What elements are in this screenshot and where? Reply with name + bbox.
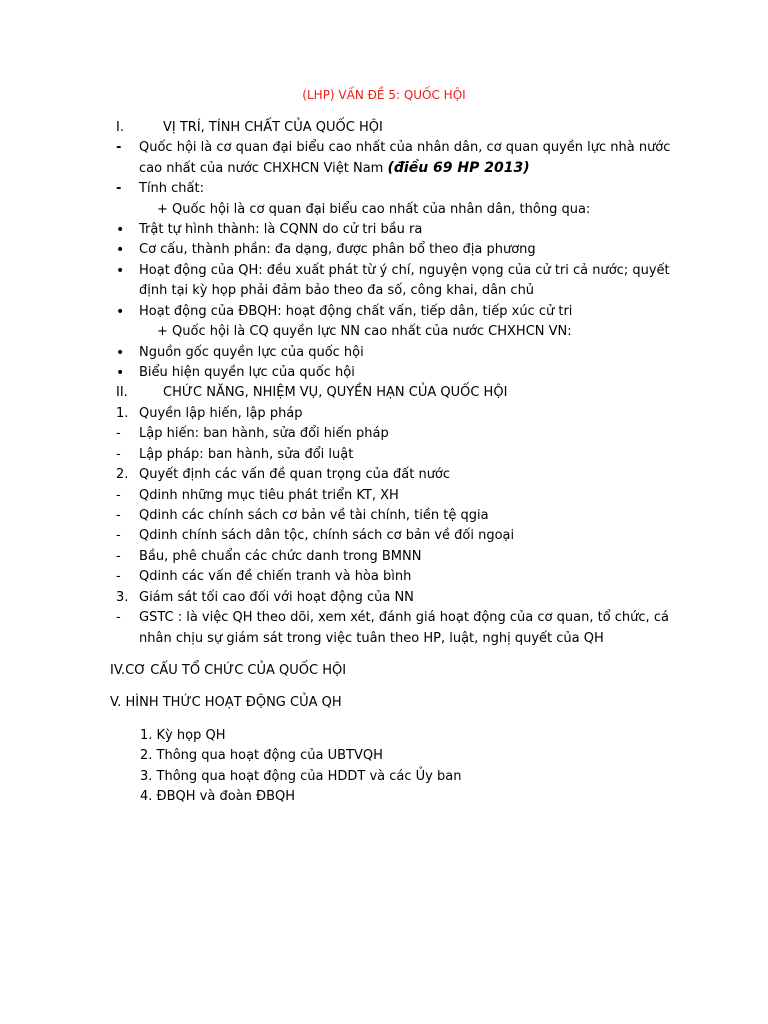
bullet-item-2: Cơ cấu, thành phần: đa dạng, được phân bổ theo địa phương	[139, 242, 536, 257]
numbered-marker: 2.	[116, 467, 129, 482]
plus-item-1: + Quốc hội là cơ quan đại biểu cao nhất của nhân dân, thông qua:	[157, 202, 591, 217]
bullet-marker: •	[116, 304, 125, 320]
dash-item-4: Qdinh các chính sách cơ bản về tài chính, tiền tệ qgia	[139, 508, 489, 523]
plus-item-2: + Quốc hội là CQ quyền lực NN cao nhất của nước CHXHCN VN:	[157, 324, 572, 339]
bullet-marker: •	[116, 345, 125, 361]
dash-item-8-line-2: nhân chịu sự giám sát trong việc tuân theo HP, luật, nghị quyết của QH	[139, 631, 604, 646]
activity-item-3: 3. Thông qua hoạt động của HDDT và các Ủy ban	[140, 769, 462, 784]
bullet-marker: •	[116, 222, 125, 238]
nature-label: Tính chất:	[139, 181, 204, 196]
section-1-number: I.	[116, 120, 124, 135]
activity-item-2: 2. Thông qua hoạt động của UBTVQH	[140, 748, 383, 763]
dash-marker: -	[116, 508, 121, 523]
dash-marker: -	[116, 549, 121, 564]
bullet-item-6: Biểu hiện quyền lực của quốc hội	[139, 365, 355, 380]
bullet-marker: •	[116, 263, 125, 279]
numbered-item-1: Quyền lập hiến, lập pháp	[139, 406, 303, 421]
bullet-item-1: Trật tự hình thành: là CQNN do cử tri bầu ra	[139, 222, 423, 237]
numbered-marker: 1.	[116, 406, 129, 421]
numbered-marker: 3.	[116, 590, 129, 605]
bullet-item-5: Nguồn gốc quyền lực của quốc hội	[139, 345, 364, 360]
bullet-marker: •	[116, 242, 125, 258]
bullet-item-3-line-2: định tại kỳ họp phải đảm bảo theo đa số, công khai, dân chủ	[139, 283, 535, 298]
dash-marker: -	[116, 610, 121, 625]
section-2-heading: CHỨC NĂNG, NHIỆM VỤ, QUYỀN HẠN CỦA QUỐC HỘI	[163, 385, 508, 400]
dash-item-2: Lập pháp: ban hành, sửa đổi luật	[139, 447, 354, 462]
dash-item-6: Bầu, phê chuẩn các chức danh trong BMNN	[139, 549, 422, 564]
dash-item-8-line-1: GSTC : là việc QH theo dõi, xem xét, đánh giá hoạt động của cơ quan, tổ chức, cá	[139, 610, 669, 625]
section-2-number: II.	[116, 385, 128, 400]
definition-line-2	[139, 158, 530, 179]
definition-line-1: Quốc hội là cơ quan đại biểu cao nhất của nhân dân, cơ quan quyền lực nhà nước	[139, 140, 671, 155]
dash-item-7: Qdinh các vấn đề chiến tranh và hòa bình	[139, 569, 412, 584]
dash-item-5: Qdinh chính sách dân tộc, chính sách cơ bản về đối ngoại	[139, 528, 515, 543]
dash-marker: -	[116, 569, 121, 584]
section-1-heading: VỊ TRÍ, TÍNH CHẤT CỦA QUỐC HỘI	[163, 120, 383, 135]
dash-marker: -	[116, 447, 121, 462]
activity-item-4: 4. ĐBQH và đoàn ĐBQH	[140, 789, 296, 804]
section-4-heading: IV.CƠ CẤU TỔ CHỨC CỦA QUỐC HỘI	[110, 663, 347, 678]
bullet-item-4: Hoạt động của ĐBQH: hoạt động chất vấn, tiếp dân, tiếp xúc cử tri	[139, 304, 573, 319]
numbered-item-3: Giám sát tối cao đối với hoạt động của NN	[139, 590, 414, 605]
dash-marker: -	[116, 426, 121, 441]
article-reference: (điều 69 HP 2013)	[387, 160, 530, 176]
dash-marker: -	[116, 140, 122, 155]
bullet-marker: •	[116, 365, 125, 381]
section-5-heading: V. HÌNH THỨC HOẠT ĐỘNG CỦA QH	[110, 695, 342, 710]
dash-marker: -	[116, 488, 121, 503]
activity-item-1: 1. Kỳ họp QH	[140, 728, 226, 743]
document-title: (LHP) VẤN ĐỀ 5: QUỐC HỘI	[302, 88, 466, 102]
bullet-item-3-line-1: Hoạt động của QH: đều xuất phát từ ý chí, nguyện vọng của cử tri cả nước; quyết	[139, 263, 670, 278]
definition-line-2-text: cao nhất của nước CHXHCN Việt Nam	[139, 161, 384, 176]
dash-item-1: Lập hiến: ban hành, sửa đổi hiến pháp	[139, 426, 389, 441]
numbered-item-2: Quyết định các vấn đề quan trọng của đất nước	[139, 467, 451, 482]
dash-marker: -	[116, 181, 122, 196]
dash-marker: -	[116, 528, 121, 543]
dash-item-3: Qdinh những mục tiêu phát triển KT, XH	[139, 488, 399, 503]
